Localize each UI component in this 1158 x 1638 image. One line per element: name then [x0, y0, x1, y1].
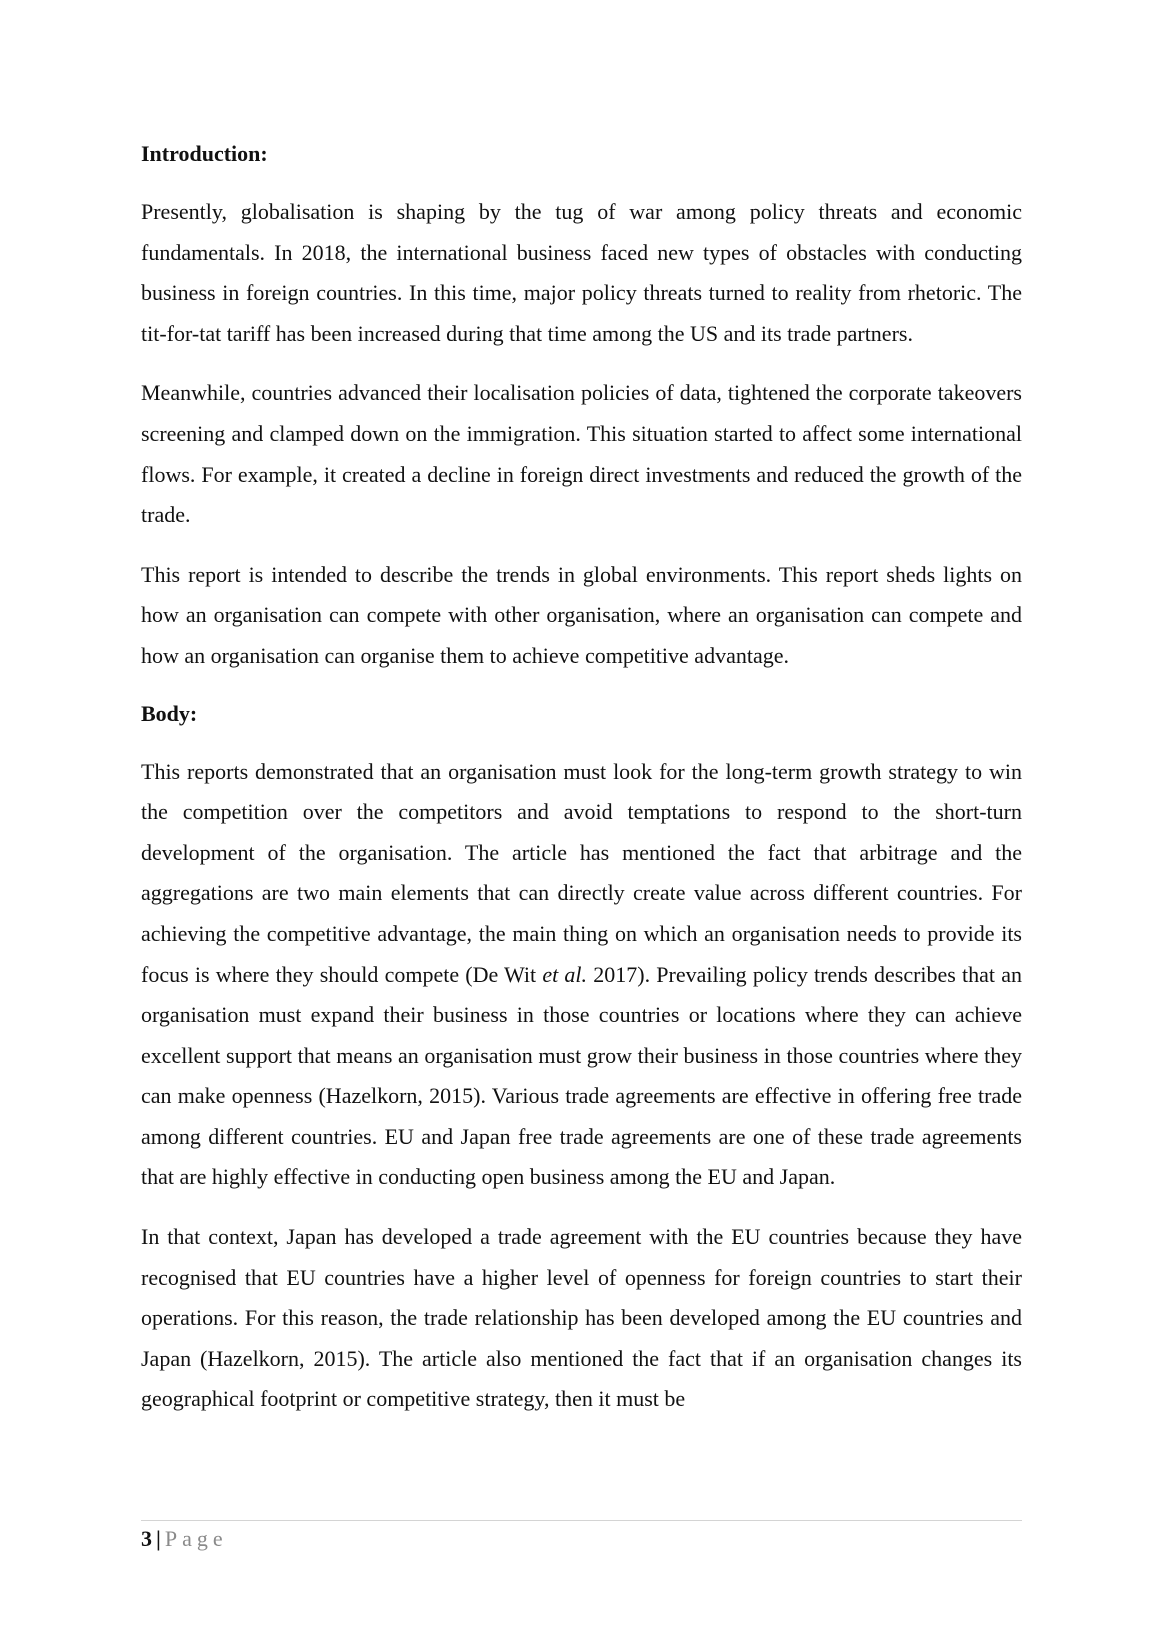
body-paragraph-1-text-a: This reports demonstrated that an organisation must look for the long-term growth strategy to win the competition over the competitors and avoid temptations to respond to the short-turn development of the organisation. The article has mentioned the fact that arbitrage and the aggregations are two main elements that can directly create value across different countries. For achieving the competitive advantage, the main thing on which an organisation needs to provide its focus is where they should compete (De Wit [141, 758, 1022, 987]
footer-divider [141, 1520, 1022, 1521]
page-label: Page [164, 1526, 228, 1551]
page-footer [141, 1524, 228, 1554]
intro-paragraph-1: Presently, globalisation is shaping by the tug of war among policy threats and economic fundamentals. In 2018, the international business faced new types of obstacles with conducting business in foreign countries. In this time, major policy threats turned to reality from rhetoric. The tit-for-tat tariff has been increased during that time among the US and its trade partners. [141, 199, 1022, 346]
body-heading: Body: [141, 700, 198, 726]
citation-et-al: et al. [542, 961, 588, 987]
intro-paragraph-3: This report is intended to describe the trends in global environments. This report sheds lights on how an organisation can compete with other organisation, where an organisation can compete and how an organisation can organise them to achieve competitive advantage. [141, 561, 1022, 668]
intro-paragraph-2: Meanwhile, countries advanced their localisation policies of data, tightened the corporate takeovers screening and clamped down on the immigration. This situation started to affect some international flows. For example, it created a decline in foreign direct investments and reduced the growth of the trade. [141, 380, 1022, 528]
introduction-heading: Introduction: [141, 141, 268, 166]
footer-separator: | [156, 1526, 161, 1551]
body-paragraph-1 [141, 752, 1022, 1199]
page-number: 3 [141, 1526, 152, 1551]
body-paragraph-2: In that context, Japan has developed a trade agreement with the EU countries because they have recognised that EU countries have a higher level of openness for foreign countries to start their operations. For this reason, the trade relationship has been developed among the EU countries and Japan (Hazelkorn, 2015). The article also mentioned the fact that if an organisation changes its geographical footprint or competitive strategy, then it must be [141, 1224, 1022, 1412]
body-paragraph-1-text-b: 2017). Prevailing policy trends describes that an organisation must expand their business in those countries or locations where they can achieve excellent support that means an organisation must grow their business in those countries where they can make openness (Hazelkorn, 2015). Various trade agreements are effective in offering free trade among different countries. EU and Japan free trade agreements are one of these trade agreements that are highly effective in conducting open business among the EU and Japan. [141, 961, 1022, 1190]
page-content [141, 136, 1022, 1439]
